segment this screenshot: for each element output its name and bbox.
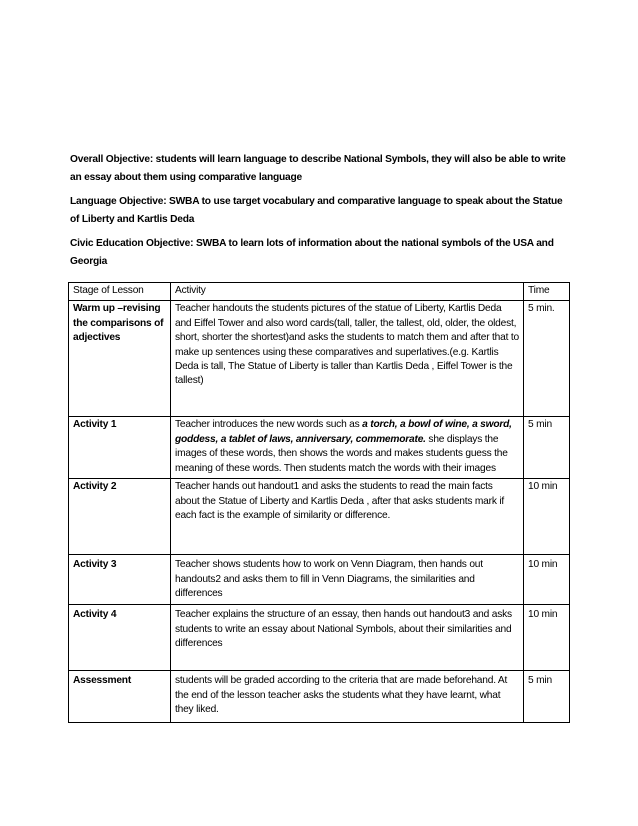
time-cell: 5 min xyxy=(524,671,570,723)
activity-cell xyxy=(171,417,524,479)
table-row xyxy=(69,555,570,605)
activity-text: she displays the images of these words, then shows the words and makes students guess the meaning of these words. Then students match the words with their images xyxy=(175,433,508,474)
activity-text: Teacher introduces the new words such as xyxy=(175,419,363,431)
table-header-row xyxy=(69,283,570,301)
stage-cell: Activity 2 xyxy=(69,479,171,555)
header-activity: Activity xyxy=(171,283,524,301)
stage-cell: Activity 4 xyxy=(69,605,171,671)
table-row xyxy=(69,671,570,723)
header-time: Time xyxy=(524,283,570,301)
stage-cell: Assessment xyxy=(69,671,171,723)
stage-cell: Activity 1 xyxy=(69,417,171,479)
time-cell: 5 min xyxy=(524,417,570,479)
stage-cell: Activity 3 xyxy=(69,555,171,605)
table-row xyxy=(69,605,570,671)
objectives-section xyxy=(70,151,570,277)
time-cell: 5 min. xyxy=(524,301,570,417)
language-objective: Language Objective: SWBA to use target vocabulary and comparative language to speak about the Statue of Liberty and Kartlis Deda xyxy=(70,196,563,225)
activity-cell: students will be graded according to the criteria that are made beforehand. At the end of the lesson teacher asks the students what they have learnt, what they liked. xyxy=(171,671,524,723)
activity-cell: Teacher explains the structure of an essay, then hands out handout3 and asks students to write an essay about National Symbols, about their similarities and differences xyxy=(171,605,524,671)
time-cell: 10 min xyxy=(524,555,570,605)
activity-cell: Teacher handouts the students pictures of the statue of Liberty, Kartlis Deda and Eiffel Tower and also word cards(tall, taller, the tallest, old, older, the oldest, short, shorter the shortest)and asks the students to match them and after that to make up sentences using these comparatives and superlatives.(e.g. Kartlis Deda is tall, The Statue of Liberty is taller than Kartlis Deda , Eiffel Tower is the tallest) xyxy=(171,301,524,417)
time-cell: 10 min xyxy=(524,479,570,555)
header-stage: Stage of Lesson xyxy=(69,283,171,301)
overall-objective: Overall Objective: students will learn language to describe National Symbols, they will also be able to write an essay about them using comparative language xyxy=(70,154,566,183)
stage-cell: Warm up –revising the comparisons of adjectives xyxy=(69,301,171,417)
civic-education-objective: Civic Education Objective: SWBA to learn lots of information about the national symbols of the USA and Georgia xyxy=(70,238,554,267)
time-cell: 10 min xyxy=(524,605,570,671)
activity-cell: Teacher hands out handout1 and asks the students to read the main facts about the Statue of Liberty and Kartlis Deda , after that asks students mark if each fact is the example of similarity or difference. xyxy=(171,479,524,555)
table-row xyxy=(69,301,570,417)
activity-cell: Teacher shows students how to work on Venn Diagram, then hands out handouts2 and asks them to fill in Venn Diagrams, the similarities and differences xyxy=(171,555,524,605)
lesson-plan-table xyxy=(68,282,570,723)
vocabulary-highlight: a torch, a bowl of wine, a sword, goddess, a tablet of laws, anniversary, commemorate. xyxy=(175,419,512,445)
table-row xyxy=(69,479,570,555)
table-row xyxy=(69,417,570,479)
